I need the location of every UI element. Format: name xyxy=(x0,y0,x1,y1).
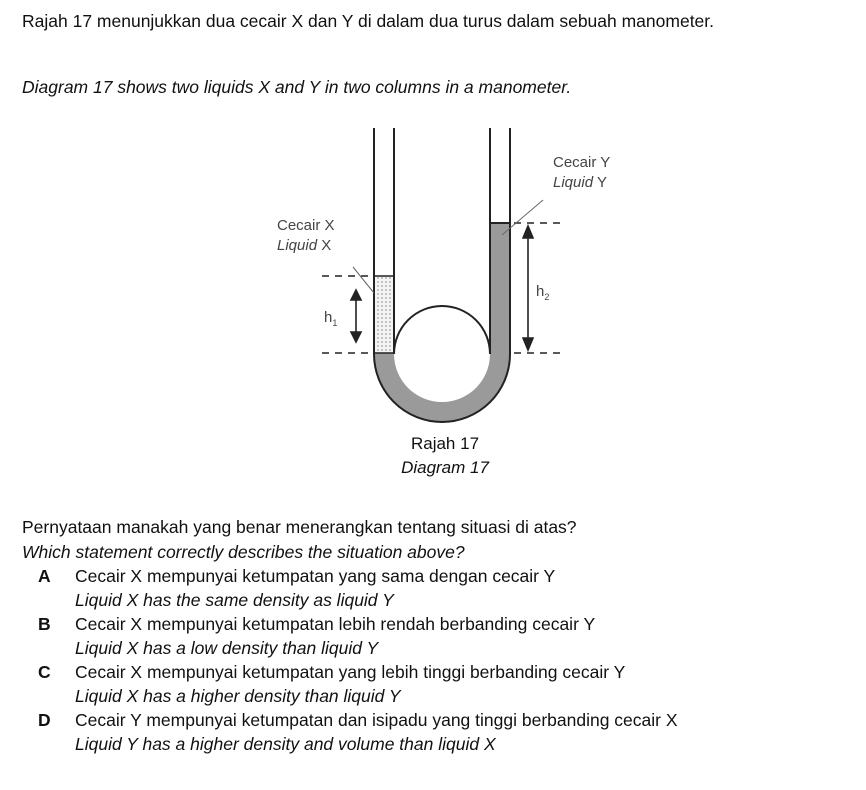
option-letter: A xyxy=(38,566,51,586)
label-liquid-y: Liquid xyxy=(553,174,594,191)
intro-malay: Rajah 17 menunjukkan dua cecair X dan Y di dalam dua turus dalam sebuah manometer. xyxy=(22,11,715,31)
option-text-english: Liquid X has the same density as liquid Y xyxy=(75,590,394,610)
intro-english: Diagram 17 shows two liquids X and Y in two columns in a manometer. xyxy=(22,77,572,97)
liquid-x xyxy=(374,276,394,353)
svg-text:Liquid X xyxy=(277,237,331,254)
svg-text:Liquid Y xyxy=(553,174,607,191)
option-letter: B xyxy=(38,614,51,634)
option-text-malay: Cecair Y mempunyai ketumpatan dan isipadu yang tinggi berbanding cecair X xyxy=(75,710,678,730)
svg-text:h1 xyxy=(324,309,337,328)
caption-english: Diagram 17 xyxy=(401,458,489,477)
h2-sub: 2 xyxy=(544,292,550,302)
label-cecair-x: Cecair X xyxy=(277,217,335,234)
label-cecair-y: Cecair Y xyxy=(553,154,611,171)
h1-sub: 1 xyxy=(332,318,338,328)
option-letter: D xyxy=(38,710,51,730)
option-text-malay: Cecair X mempunyai ketumpatan yang sama dengan cecair Y xyxy=(75,566,556,586)
option-text-english: Liquid Y has a higher density and volume than liquid X xyxy=(75,734,496,754)
label-liquid-y-var: Y xyxy=(596,174,607,191)
option-text-malay: Cecair X mempunyai ketumpatan lebih rendah berbanding cecair Y xyxy=(75,614,596,634)
h2-label: h xyxy=(536,283,545,300)
option-text-english: Liquid X has a higher density than liquid Y xyxy=(75,686,401,706)
option-letter: C xyxy=(38,662,51,682)
caption-malay: Rajah 17 xyxy=(410,434,480,453)
option-text-malay: Cecair X mempunyai ketumpatan yang lebih tinggi berbanding cecair Y xyxy=(75,662,626,682)
label-liquid-x-var: X xyxy=(321,237,332,254)
label-liquid-x: Liquid xyxy=(277,237,318,254)
h1-label: h xyxy=(324,309,333,326)
question-malay: Pernyataan manakah yang benar menerangkan tentang situasi di atas? xyxy=(22,517,577,537)
svg-text:h2 xyxy=(536,283,549,302)
question-english: Which statement correctly describes the situation above? xyxy=(22,542,465,562)
option-text-english: Liquid X has a low density than liquid Y xyxy=(75,638,379,658)
